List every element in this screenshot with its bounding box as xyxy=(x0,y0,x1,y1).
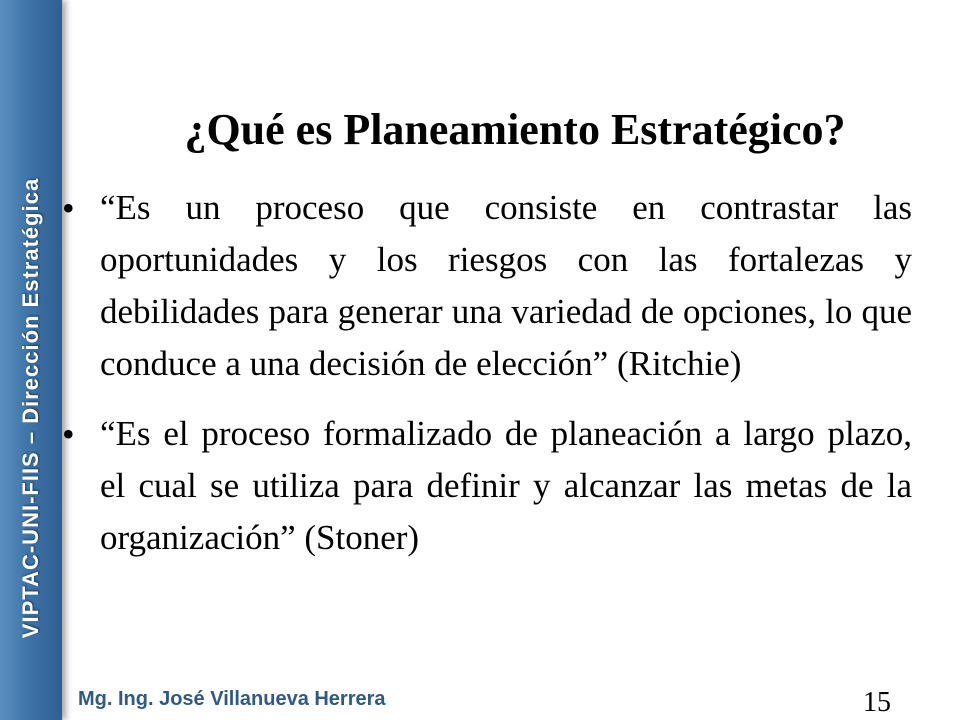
bullet-item-ritchie xyxy=(60,182,912,390)
author-name: Mg. Ing. José Villanueva Herrera xyxy=(78,688,386,710)
bullet-item-stoner xyxy=(60,408,912,564)
bullet-list xyxy=(60,182,912,582)
bullet-icon: • xyxy=(62,414,75,454)
side-banner xyxy=(0,0,62,720)
page-number: 15 xyxy=(863,687,891,718)
bullet-text-stoner: “Es el proceso formalizado de planeación a largo plazo, el cual se utiliza para definir y alcanzar las metas de la organización” (Stoner) xyxy=(100,414,912,557)
bullet-icon: • xyxy=(62,188,75,228)
side-banner-text: VIPTAC-UNI-FIIS – Dirección Estratégica xyxy=(18,177,43,639)
bullet-text-ritchie: “Es un proceso que consiste en contrastar las oportunidades y los riesgos con las fortalezas y debilidades para generar una variedad de opciones, lo que conduce a una decisión de elección” (Ritchie) xyxy=(100,188,912,383)
slide-title: ¿Qué es Planeamiento Estratégico? xyxy=(184,105,846,154)
